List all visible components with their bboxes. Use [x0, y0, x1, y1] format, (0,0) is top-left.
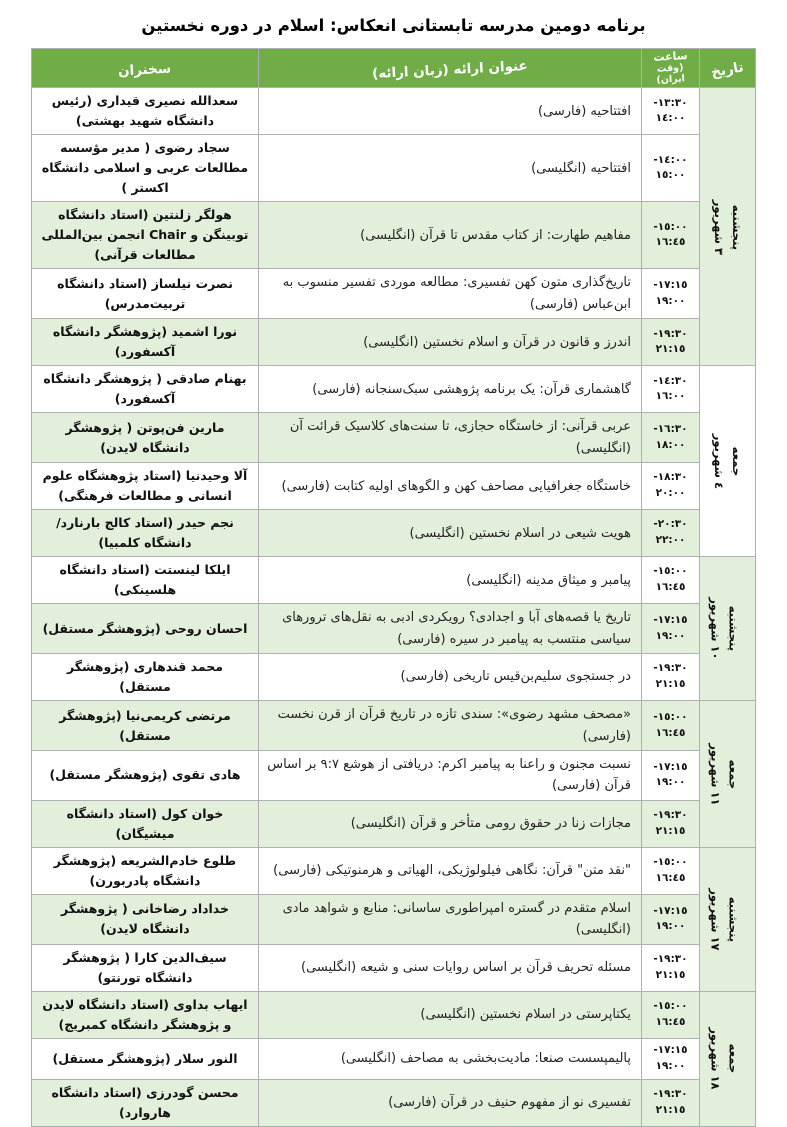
schedule-row — [32, 701, 756, 751]
schedule-row — [32, 1079, 756, 1126]
time-cell — [642, 847, 700, 894]
schedule-row — [32, 366, 756, 413]
speaker-cell: النور سلار (پژوهشگر مستقل) — [32, 1038, 259, 1079]
schedule-table — [31, 48, 756, 1127]
speaker-cell: سجاد رضوی ( مدیر مؤسسه مطالعات عربی و اسلامی دانشگاه اکستر ) — [32, 135, 259, 202]
date-cell — [700, 366, 756, 557]
header-time-line2: (وقت ایران) — [656, 61, 686, 86]
time-from: ١٧:١٥- — [653, 1043, 688, 1056]
schedule-row — [32, 269, 756, 319]
time-cell — [642, 88, 700, 135]
date-cell — [700, 991, 756, 1126]
time-cell — [642, 750, 700, 800]
date-rotated-label — [705, 1028, 742, 1090]
date-rotated-label — [709, 434, 746, 489]
time-from: ١٩:٣٠- — [653, 662, 688, 675]
presentation-title-cell: عربی قرآنی: از خاستگاه حجازی، تا سنت‌های کلاسیک قرائت آن (انگلیسی) — [259, 413, 642, 463]
time-cell — [642, 1038, 700, 1079]
time-cell — [642, 413, 700, 463]
time-from: ١٧:١٥- — [653, 613, 688, 626]
time-cell — [642, 366, 700, 413]
schedule-body — [32, 88, 756, 1126]
schedule-row — [32, 847, 756, 894]
time-cell — [642, 944, 700, 991]
speaker-cell: سعدالله نصیری قیداری (رئیس دانشگاه شهید بهشتی) — [32, 88, 259, 135]
presentation-title-cell: پیامبر و میثاق مدینه (انگلیسی) — [259, 557, 642, 604]
speaker-cell: احسان روحی (پژوهشگر مستقل) — [32, 604, 259, 654]
schedule-row — [32, 413, 756, 463]
speaker-cell: ایلکا لینستت (استاد دانشگاه هلسینکی) — [32, 557, 259, 604]
speaker-cell: نصرت نیلساز (استاد دانشگاه تربیت‌مدرس) — [32, 269, 259, 319]
presentation-title-cell: اندرز و قانون در قرآن و اسلام نخستین (انگلیسی) — [259, 319, 642, 366]
schedule-row — [32, 463, 756, 510]
speaker-cell: نجم حیدر (استاد کالج بارنارد/دانشگاه کلمبیا) — [32, 510, 259, 557]
date-cell — [700, 701, 756, 848]
date-day-number: ٤ شهریور — [711, 433, 726, 489]
time-cell — [642, 557, 700, 604]
schedule-row — [32, 991, 756, 1038]
presentation-title-cell: «مصحف مشهد رضوی»: سندی تازه در تاریخ قرآن از قرن نخست (فارسی) — [259, 701, 642, 751]
time-to: ١٩:٠٠ — [655, 629, 686, 642]
time-from: ١٥:٠٠- — [653, 565, 688, 578]
speaker-cell: مارین فن‌پوتن ( پژوهشگر دانشگاه لایدن) — [32, 413, 259, 463]
speaker-cell: خداداد رضاخانی ( پژوهشگر دانشگاه لایدن) — [32, 894, 259, 944]
schedule-row — [32, 604, 756, 654]
header-row — [32, 49, 756, 88]
schedule-row — [32, 750, 756, 800]
time-to: ١٦:٤٥ — [655, 236, 686, 249]
speaker-cell: محسن گودرزی (استاد دانشگاه هاروارد) — [32, 1079, 259, 1126]
time-from: ١٩:٣٠- — [653, 952, 688, 965]
speaker-cell: محمد قندهاری (پژوهشگر مستقل) — [32, 654, 259, 701]
schedule-row — [32, 1038, 756, 1079]
time-cell — [642, 800, 700, 847]
time-to: ٢١:١٥ — [655, 824, 686, 837]
presentation-title-cell: تاریخ یا قصه‌های آبا و اجدادی؟ رویکردی ادبی به نقل‌های ترورهای سیاسی منتسب به پیامبر در سیره (فارسی) — [259, 604, 642, 654]
schedule-row — [32, 944, 756, 991]
time-to: ١٩:٠٠ — [655, 1059, 686, 1072]
time-cell — [642, 202, 700, 269]
schedule-row — [32, 202, 756, 269]
time-to: ٢١:١٥ — [655, 1103, 686, 1116]
speaker-cell: آلا وحیدنیا (استاد پژوهشگاه علوم انسانی و مطالعات فرهنگی) — [32, 463, 259, 510]
time-from: ١٧:١٥- — [653, 760, 688, 773]
time-from: ١٥:٠٠- — [653, 220, 688, 233]
presentation-title-cell: پالیمپسست صنعا: مادیت‌بخشی به مصاحف (انگلیسی) — [259, 1038, 642, 1079]
date-day-number: ١٨ شهریور — [707, 1027, 722, 1090]
time-cell — [642, 894, 700, 944]
time-cell — [642, 510, 700, 557]
time-to: ٢١:١٥ — [655, 343, 686, 356]
time-to: ١٥:٠٠ — [655, 169, 686, 182]
schedule-row — [32, 654, 756, 701]
schedule-row — [32, 88, 756, 135]
header-speaker: سخنران — [32, 49, 259, 88]
date-day-name: پنجشنبه — [726, 605, 741, 652]
time-from: ٢٠:٣٠- — [653, 518, 688, 531]
time-from: ١٤:٣٠- — [653, 374, 688, 387]
time-from: ١٩:٣٠- — [653, 1087, 688, 1100]
schedule-row — [32, 510, 756, 557]
time-cell — [642, 701, 700, 751]
speaker-cell: خوان کول (استاد دانشگاه میشیگان) — [32, 800, 259, 847]
speaker-cell: هولگر زلنتین (استاد دانشگاه توبینگن و Chair انجمن بین‌المللی مطالعات قرآنی) — [32, 202, 259, 269]
time-to: ١٩:٠٠ — [655, 294, 686, 307]
header-time — [642, 49, 700, 88]
time-to: ١٦:٤٥ — [655, 1015, 686, 1028]
date-day-number: ١٠ شهریور — [707, 597, 722, 660]
date-rotated-label — [705, 598, 742, 660]
time-from: ١٤:٠٠- — [653, 153, 688, 166]
date-day-number: ٣ شهریور — [711, 199, 726, 255]
presentation-title-cell: افتتاحیه (انگلیسی) — [259, 135, 642, 202]
time-from: ١٧:١٥- — [653, 904, 688, 917]
presentation-title-cell: خاستگاه جغرافیایی مصاحف کهن و الگوهای اولیه کتابت (فارسی) — [259, 463, 642, 510]
presentation-title-cell: تاریخ‌گذاری متون کهن تفسیری: مطالعه موردی تفسیر منسوب به ابن‌عباس (فارسی) — [259, 269, 642, 319]
time-from: ١٥:٠٠- — [653, 710, 688, 723]
time-to: ١٦:٤٥ — [655, 581, 686, 594]
time-to: ١٩:٠٠ — [655, 920, 686, 933]
date-rotated-label — [709, 199, 746, 254]
header-time-line1: ساعت — [653, 49, 688, 64]
presentation-title-cell: "نقد متن" قرآن: نگاهی فیلولوژیکی، الهیاتی و هرمنوتیکی (فارسی) — [259, 847, 642, 894]
presentation-title-cell: اسلام متقدم در گستره امپراطوری ساسانی: منابع و شواهد مادی (انگلیسی) — [259, 894, 642, 944]
time-to: ٢١:١٥ — [655, 968, 686, 981]
time-from: ١٣:٣٠- — [653, 96, 688, 109]
speaker-cell: مرتضی کریمی‌نیا (پژوهشگر مستقل) — [32, 701, 259, 751]
schedule-row — [32, 557, 756, 604]
schedule-row — [32, 894, 756, 944]
date-rotated-label — [705, 743, 742, 805]
speaker-cell: نورا اشمید (پژوهشگر دانشگاه آکسفورد) — [32, 319, 259, 366]
time-cell — [642, 319, 700, 366]
time-from: ١٨:٣٠- — [653, 471, 688, 484]
time-to: ٢٢:٠٠ — [655, 534, 686, 547]
time-to: ١٤:٠٠ — [655, 112, 686, 125]
speaker-cell: ایهاب بداوی (استاد دانشگاه لایدن و پژوهشگر دانشگاه کمبریج) — [32, 991, 259, 1038]
time-cell — [642, 1079, 700, 1126]
time-cell — [642, 604, 700, 654]
time-cell — [642, 463, 700, 510]
date-day-name: جمعه — [726, 759, 741, 789]
header-presentation-title: عنوان ارائه (زبان ارائه) — [259, 49, 642, 88]
time-from: ١٩:٣٠- — [653, 327, 688, 340]
time-cell — [642, 135, 700, 202]
time-to: ١٦:٤٥ — [655, 726, 686, 739]
date-day-name: جمعه — [729, 446, 744, 477]
time-to: ١٨:٠٠ — [655, 438, 686, 451]
date-cell — [700, 557, 756, 701]
presentation-title-cell: افتتاحیه (فارسی) — [259, 88, 642, 135]
presentation-title-cell: نسبت مجنون و راعنا به پیامبر اکرم: دریافتی از هوشع ٩:٧ بر اساس قرآن (فارسی) — [259, 750, 642, 800]
date-day-name: جمعه — [726, 1043, 741, 1074]
schedule-row — [32, 319, 756, 366]
page-title: برنامه دومین مدرسه تابستانی انعکاس: اسلام در دوره نخستین — [141, 16, 646, 35]
presentation-title-cell: مفاهیم طهارت: از کتاب مقدس تا قرآن (انگلیسی) — [259, 202, 642, 269]
time-to: ١٩:٠٠ — [655, 776, 686, 789]
schedule-row — [32, 800, 756, 847]
speaker-cell: بهنام صادقی ( پژوهشگر دانشگاه آکسفورد) — [32, 366, 259, 413]
time-from: ١٥:٠٠- — [653, 999, 688, 1012]
date-day-number: ١١ شهریور — [707, 742, 722, 806]
time-from: ١٧:١٥- — [653, 279, 688, 292]
header-date: تاریخ — [700, 49, 756, 88]
time-cell — [642, 269, 700, 319]
time-from: ١٥:٠٠- — [653, 856, 688, 869]
time-to: ٢١:١٥ — [655, 678, 686, 691]
time-cell — [642, 654, 700, 701]
presentation-title-cell: مجازات زنا در حقوق رومی متأخر و قرآن (انگلیسی) — [259, 800, 642, 847]
date-day-name: پنجشنبه — [729, 204, 744, 250]
time-cell — [642, 991, 700, 1038]
time-from: ١٦:٣٠- — [653, 423, 688, 436]
speaker-cell: سیف‌الدین کارا ( پژوهشگر دانشگاه تورنتو) — [32, 944, 259, 991]
date-day-name: پنجشنبه — [726, 896, 741, 942]
schedule-row — [32, 135, 756, 202]
presentation-title-cell: مسئله تحریف قرآن بر اساس روایات سنی و شیعه (انگلیسی) — [259, 944, 642, 991]
time-to: ١٦:٤٥ — [655, 871, 686, 884]
speaker-cell: هادی تقوی (پژوهشگر مستقل) — [32, 750, 259, 800]
date-day-number: ١٧ شهریور — [707, 888, 722, 951]
date-cell — [700, 88, 756, 366]
presentation-title-cell: در جستجوی سلیم‌بن‌قیس تاریخی (فارسی) — [259, 654, 642, 701]
time-to: ١٦:٠٠ — [655, 390, 686, 403]
date-cell — [700, 847, 756, 991]
speaker-cell: طلوع خادم‌الشریعه (پژوهشگر دانشگاه پادربورن) — [32, 847, 259, 894]
date-rotated-label — [705, 888, 742, 950]
time-from: ١٩:٣٠- — [653, 809, 688, 822]
presentation-title-cell: گاهشماری قرآن: یک برنامه پژوهشی سبک‌سنجانه (فارسی) — [259, 366, 642, 413]
presentation-title-cell: هویت شیعی در اسلام نخستین (انگلیسی) — [259, 510, 642, 557]
time-to: ٢٠:٠٠ — [655, 487, 686, 500]
presentation-title-cell: یکتاپرستی در اسلام نخستین (انگلیسی) — [259, 991, 642, 1038]
presentation-title-cell: تفسیری نو از مفهوم حنیف در قرآن (فارسی) — [259, 1079, 642, 1126]
